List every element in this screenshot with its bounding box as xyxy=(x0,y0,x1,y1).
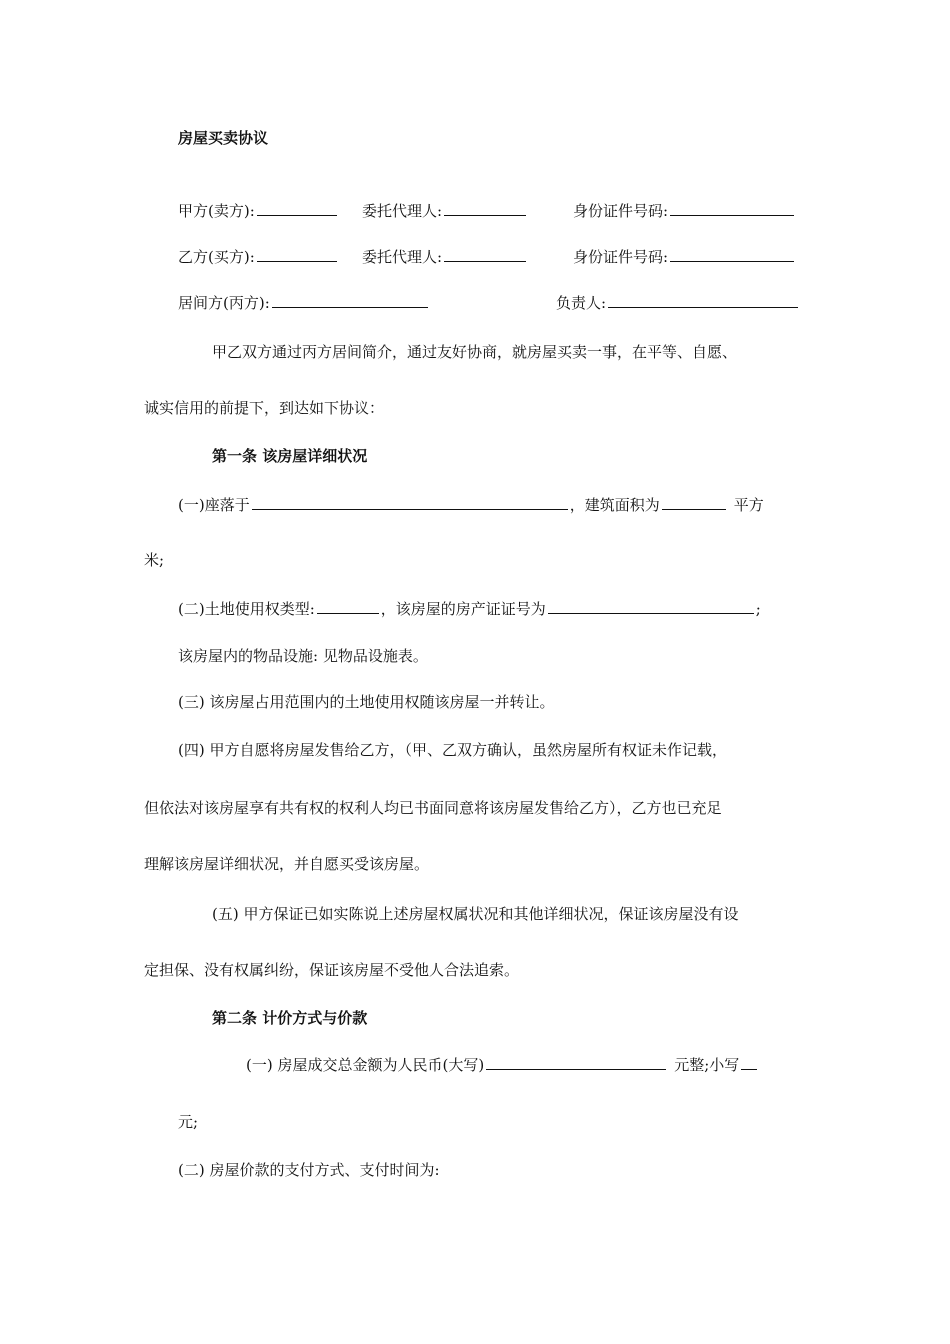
article-2-item-1-cont: 元; xyxy=(178,1113,199,1131)
article-1-item-5-line-2: 定担保、没有权属纠纷，保证该房屋不受他人合法追索。 xyxy=(144,961,520,979)
broker-row xyxy=(178,292,430,312)
buyer-row xyxy=(178,246,339,266)
price-digits-blank[interactable] xyxy=(741,1054,757,1070)
broker-blank[interactable] xyxy=(272,292,428,308)
area-blank[interactable] xyxy=(662,494,726,510)
intro-line-2: 诚实信用的前提下，到达如下协议： xyxy=(144,399,385,417)
article-1-item-5-line-1: (五) 甲方保证已如实陈说上述房屋权属状况和其他详细状况，保证该房屋没有设 xyxy=(212,905,739,923)
article-1-item-4-line-1: (四) 甲方自愿将房屋发售给乙方，（甲、乙双方确认，虽然房屋所有权证未作记载， xyxy=(178,741,727,759)
id-row-1 xyxy=(573,200,796,220)
article-2-item-1 xyxy=(246,1054,759,1074)
seller-row xyxy=(178,200,339,220)
seller-label: 甲方(卖方): xyxy=(178,202,255,220)
item-1-mid: ，建筑面积为 xyxy=(569,496,660,514)
agent-label-2: 委托代理人: xyxy=(362,248,443,266)
principal-blank[interactable] xyxy=(608,292,798,308)
seller-blank[interactable] xyxy=(257,200,337,216)
buyer-blank[interactable] xyxy=(257,246,337,262)
item-2-suffix: ; xyxy=(755,600,761,618)
item-2-prefix: (二)土地使用权类型: xyxy=(178,600,315,618)
article-1-heading: 第一条 该房屋详细状况 xyxy=(212,447,368,465)
intro-line-1: 甲乙双方通过丙方居间简介，通过友好协商，就房屋买卖一事，在平等、自愿、 xyxy=(212,343,738,361)
cert-no-blank[interactable] xyxy=(548,598,754,614)
broker-label: 居间方(丙方): xyxy=(178,294,270,312)
article-1-item-1-cont: 米; xyxy=(144,551,165,569)
agent-blank-1[interactable] xyxy=(444,200,526,216)
id-label-1: 身份证件号码: xyxy=(573,202,669,220)
id-blank-2[interactable] xyxy=(670,246,794,262)
price-prefix: (一) 房屋成交总金额为人民币(大写) xyxy=(246,1056,485,1074)
price-suffix: 元整;小写 xyxy=(674,1056,740,1074)
article-1-item-3: (三) 该房屋占用范围内的土地使用权随该房屋一并转让。 xyxy=(178,693,555,711)
article-1-item-1 xyxy=(178,494,764,514)
document-title: 房屋买卖协议 xyxy=(178,129,269,147)
id-blank-1[interactable] xyxy=(670,200,794,216)
buyer-label: 乙方(买方): xyxy=(178,248,255,266)
land-type-blank[interactable] xyxy=(317,598,379,614)
id-row-2 xyxy=(573,246,796,266)
id-label-2: 身份证件号码: xyxy=(573,248,669,266)
item-1-prefix: (一)座落于 xyxy=(178,496,250,514)
principal-label: 负责人: xyxy=(556,294,607,312)
agent-label-1: 委托代理人: xyxy=(362,202,443,220)
article-1-item-2-cont: 该房屋内的物品设施: 见物品设施表。 xyxy=(178,647,428,665)
item-1-suffix: 平方 xyxy=(733,496,764,514)
item-2-mid: ，该房屋的房产证证号为 xyxy=(380,600,546,618)
location-blank[interactable] xyxy=(252,494,568,510)
article-1-item-4-line-3: 理解该房屋详细状况，并自愿买受该房屋。 xyxy=(144,855,430,873)
agent-blank-2[interactable] xyxy=(444,246,526,262)
principal-row xyxy=(556,292,800,312)
price-words-blank[interactable] xyxy=(486,1054,666,1070)
article-1-item-4-line-2: 但依法对该房屋享有共有权的权利人均已书面同意将该房屋发售给乙方），乙方也已充足 xyxy=(144,799,722,817)
article-2-heading: 第二条 计价方式与价款 xyxy=(212,1009,368,1027)
article-2-item-2: (二) 房屋价款的支付方式、支付时间为: xyxy=(178,1161,440,1179)
article-1-item-2 xyxy=(178,598,761,618)
agent-row-1 xyxy=(362,200,528,220)
agent-row-2 xyxy=(362,246,528,266)
